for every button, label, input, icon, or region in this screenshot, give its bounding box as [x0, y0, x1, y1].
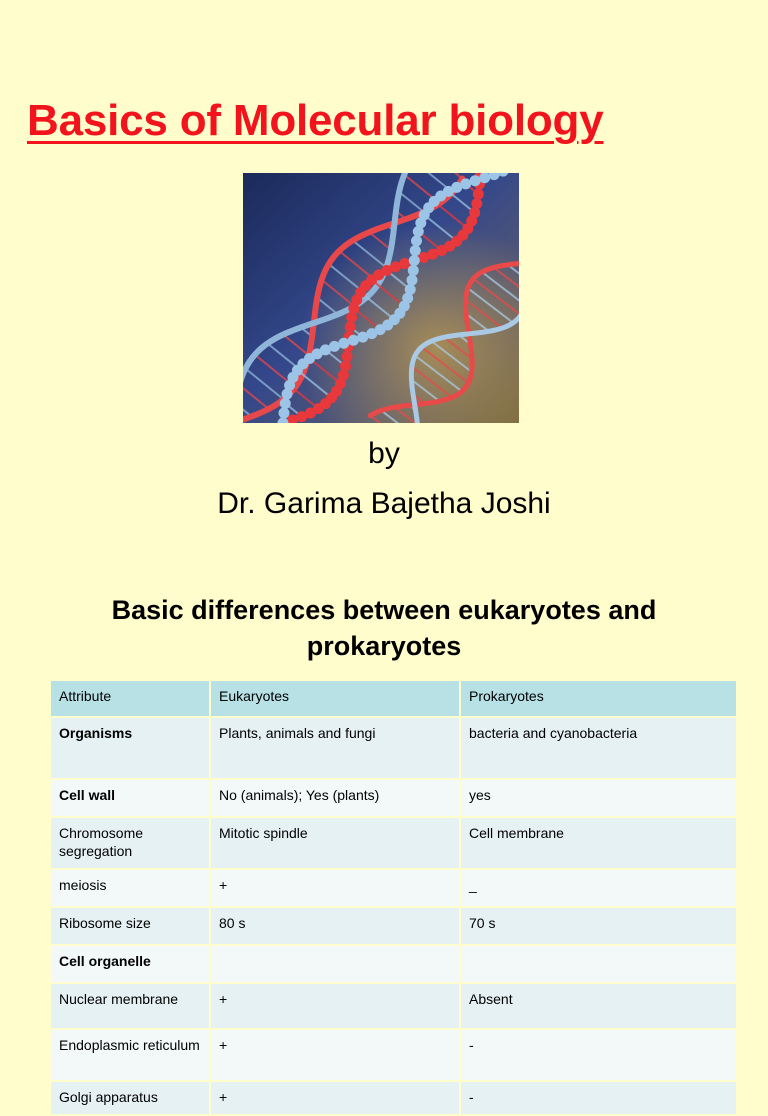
- helix-bead: [348, 335, 359, 346]
- eukaryote-cell: [210, 945, 460, 983]
- helix-bead: [280, 398, 291, 409]
- eukaryote-cell: 80 s: [210, 907, 460, 945]
- attribute-cell: Organisms: [51, 717, 210, 779]
- attribute-cell: Cell organelle: [51, 945, 210, 983]
- helix-bead: [278, 408, 289, 419]
- attribute-cell: Chromosome segregation: [51, 817, 210, 869]
- helix-bead: [471, 198, 482, 209]
- eukaryote-cell: +: [210, 1081, 460, 1115]
- prokaryote-cell: Absent: [460, 983, 737, 1029]
- helix-bead: [473, 189, 484, 200]
- helix-bead: [410, 245, 421, 256]
- helix-bead: [340, 361, 351, 372]
- table-row: [51, 869, 737, 907]
- eukaryote-cell: +: [210, 869, 460, 907]
- attribute-cell: Endoplasmic reticulum: [51, 1029, 210, 1081]
- eukaryote-cell: +: [210, 983, 460, 1029]
- comparison-table: [51, 681, 737, 1116]
- eukaryote-cell: No (animals); Yes (plants): [210, 779, 460, 817]
- table-row: [51, 1081, 737, 1115]
- header-prokaryotes: Prokaryotes: [460, 681, 737, 717]
- eukaryote-cell: +: [210, 1029, 460, 1081]
- helix-bead: [460, 178, 471, 189]
- table-title: Basic differences between eukaryotes and prokaryotes: [111, 595, 657, 661]
- table-row: [51, 945, 737, 983]
- prokaryote-cell: yes: [460, 779, 737, 817]
- prokaryote-cell: 70 s: [460, 907, 737, 945]
- helix-bead: [406, 275, 417, 286]
- attribute-cell: Nuclear membrane: [51, 983, 210, 1029]
- helix-bead: [470, 175, 481, 186]
- table-row: [51, 907, 737, 945]
- attribute-cell: meiosis: [51, 869, 210, 907]
- prokaryote-cell: -: [460, 1029, 737, 1081]
- slide-title: Basics of Molecular biology: [27, 96, 604, 145]
- attribute-cell: Golgi apparatus: [51, 1081, 210, 1115]
- eukaryote-cell: Mitotic spindle: [210, 817, 460, 869]
- table-row: [51, 983, 737, 1029]
- attribute-cell: Ribosome size: [51, 907, 210, 945]
- helix-bead: [411, 235, 422, 246]
- table-header-row: [51, 681, 737, 717]
- helix-bead: [399, 258, 410, 269]
- prokaryote-cell: _: [460, 869, 737, 907]
- header-attribute: Attribute: [51, 681, 210, 717]
- attribute-cell: Cell wall: [51, 779, 210, 817]
- eukaryote-cell: Plants, animals and fungi: [210, 717, 460, 779]
- prokaryote-cell: bacteria and cyanobacteria: [460, 717, 737, 779]
- helix-bead: [338, 338, 349, 349]
- prokaryote-cell: [460, 945, 737, 983]
- author-name: Dr. Garima Bajetha Joshi: [217, 487, 551, 520]
- helix-bead: [329, 341, 340, 352]
- dna-helix-image: [243, 173, 519, 423]
- helix-bead: [408, 265, 419, 276]
- table-row: [51, 1029, 737, 1081]
- header-eukaryotes: Eukaryotes: [210, 681, 460, 717]
- helix-bead: [345, 321, 356, 332]
- helix-bead: [405, 284, 416, 295]
- helix-bead: [342, 351, 353, 362]
- table-row: [51, 779, 737, 817]
- table-row: [51, 717, 737, 779]
- by-label: by: [368, 437, 400, 470]
- prokaryote-cell: -: [460, 1081, 737, 1115]
- prokaryote-cell: Cell membrane: [460, 817, 737, 869]
- helix-bead: [409, 255, 420, 266]
- table-row: [51, 817, 737, 869]
